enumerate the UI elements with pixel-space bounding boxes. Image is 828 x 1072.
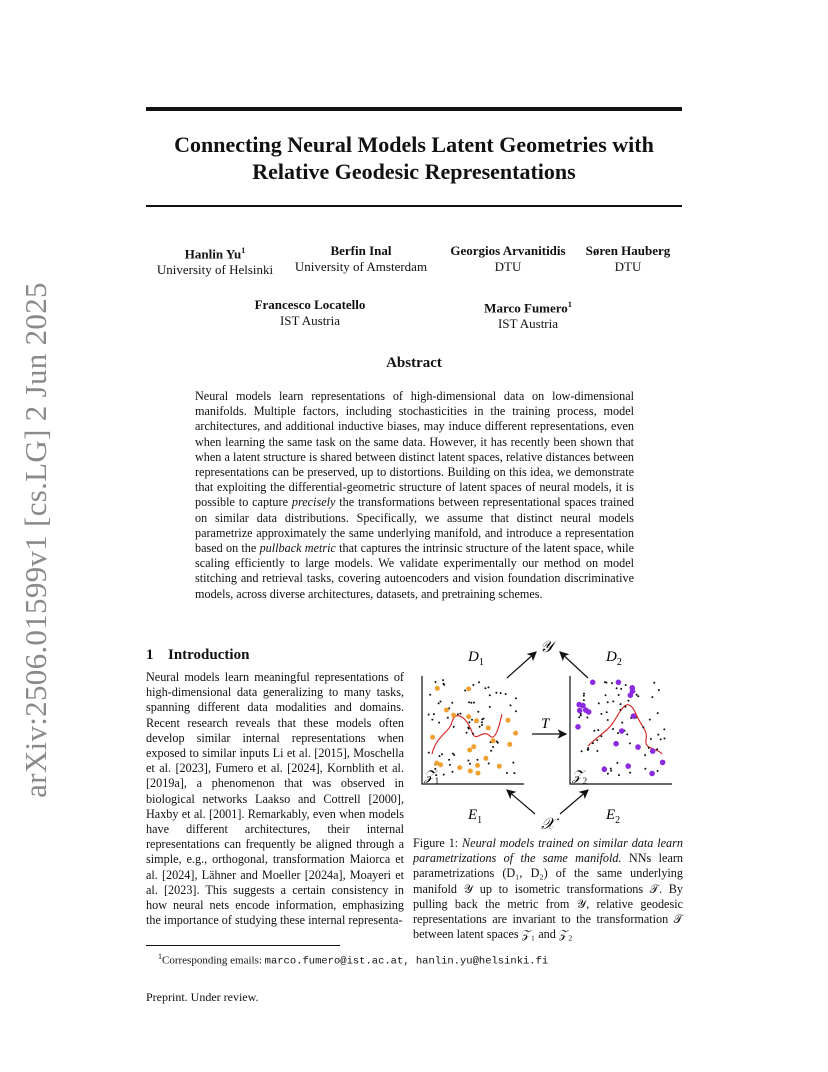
small-point <box>490 750 492 752</box>
colored-point <box>506 718 511 723</box>
small-point <box>600 713 602 715</box>
small-point <box>627 700 629 702</box>
small-point <box>625 684 627 686</box>
colored-point <box>629 685 635 691</box>
small-point <box>593 730 595 732</box>
label-z1: 𝒵$_1$ <box>424 769 440 786</box>
colored-point <box>491 738 496 743</box>
small-point <box>663 728 665 730</box>
colored-point <box>438 762 443 767</box>
small-point <box>443 683 445 685</box>
author-name: Francesco Locatello <box>254 297 366 312</box>
title-bottom-rule <box>146 205 682 207</box>
author-name: Hanlin Yu <box>184 246 242 262</box>
small-point <box>481 724 483 726</box>
small-point <box>650 738 652 740</box>
colored-point <box>483 756 488 761</box>
author-block <box>440 243 576 275</box>
small-point <box>481 721 483 723</box>
small-point <box>597 729 599 731</box>
arrow-d2 <box>560 652 588 678</box>
author-block: Hanlin Yu$^1$ University of Helsinki <box>148 243 282 278</box>
colored-point <box>586 709 592 715</box>
small-point <box>489 694 491 696</box>
small-point <box>587 747 589 749</box>
scatter-z2 <box>575 680 665 777</box>
small-point <box>453 726 455 728</box>
small-point <box>451 702 453 704</box>
small-point <box>581 750 583 752</box>
small-point <box>605 682 607 684</box>
small-point <box>583 695 585 697</box>
figure-1 <box>410 636 686 832</box>
colored-point <box>430 735 435 740</box>
small-point <box>466 732 468 734</box>
small-point <box>478 681 480 683</box>
small-point <box>440 701 442 703</box>
small-point <box>637 695 639 697</box>
small-point <box>467 727 469 729</box>
colored-point <box>474 718 479 723</box>
small-point <box>620 703 622 705</box>
small-point <box>657 734 659 736</box>
small-point <box>586 717 588 719</box>
abstract-heading: Abstract <box>386 355 442 371</box>
colored-point <box>590 680 596 686</box>
small-point <box>610 770 612 772</box>
small-point <box>439 755 441 757</box>
colored-point <box>467 748 472 753</box>
colored-point <box>613 741 619 747</box>
small-point <box>515 710 517 712</box>
small-point <box>596 739 598 741</box>
small-point <box>607 701 609 703</box>
small-point <box>471 719 473 721</box>
small-point <box>649 719 651 721</box>
small-point <box>660 738 662 740</box>
small-point <box>617 732 619 734</box>
small-point <box>459 713 461 715</box>
author-block <box>580 243 676 275</box>
small-point <box>438 722 440 724</box>
author-affiliation: University of Helsinki <box>156 262 274 278</box>
geodesic-curve-z2 <box>588 705 662 754</box>
small-point <box>468 701 470 703</box>
small-point <box>651 696 653 698</box>
small-point <box>447 717 449 719</box>
small-point <box>612 700 614 702</box>
small-point <box>626 733 628 735</box>
small-point <box>611 682 613 684</box>
small-point <box>505 693 507 695</box>
small-point <box>629 742 631 744</box>
small-point <box>636 694 638 696</box>
small-point <box>429 694 431 696</box>
small-point <box>624 706 626 708</box>
author-name: Søren Hauberg <box>585 243 671 258</box>
small-point <box>435 774 437 776</box>
small-point <box>506 772 508 774</box>
colored-point <box>575 724 581 730</box>
small-point <box>620 688 622 690</box>
colored-point <box>602 767 608 773</box>
small-point <box>449 764 451 766</box>
small-point <box>648 747 650 749</box>
small-point <box>644 768 646 770</box>
colored-point <box>475 763 480 768</box>
small-point <box>607 773 609 775</box>
small-point <box>431 719 433 721</box>
small-point <box>479 726 481 728</box>
small-point <box>664 738 666 740</box>
colored-point <box>513 731 518 736</box>
colored-point <box>625 763 631 769</box>
small-point <box>583 693 585 695</box>
colored-point <box>616 680 622 686</box>
small-point <box>621 722 623 724</box>
label-d2: $D_2$ <box>606 649 622 668</box>
label-y: 𝒴 <box>540 639 553 656</box>
small-point <box>428 752 430 754</box>
small-point <box>616 687 618 689</box>
paper-title: Connecting Neural Models Latent Geometries with Relative Geodesic Representations <box>174 132 654 184</box>
label-e2: $E_2$ <box>606 807 621 826</box>
small-point <box>476 759 478 761</box>
colored-point <box>507 742 512 747</box>
small-point <box>483 718 485 720</box>
arrow-e2 <box>560 790 588 814</box>
small-point <box>434 768 436 770</box>
colored-point <box>468 769 473 774</box>
colored-point <box>650 748 656 754</box>
footnote: $^1$Corresponding emails: marco.fumero@ist.ac.at, hanlin.yu@helsinki.fi <box>158 952 549 968</box>
small-point <box>612 728 614 730</box>
author-affiliation: IST Austria <box>279 313 341 328</box>
arrow-e1 <box>507 790 535 814</box>
small-point <box>512 762 514 764</box>
small-point <box>472 684 474 686</box>
label-x: 𝒳 <box>541 816 555 832</box>
figure-caption: Figure 1: Neural models trained on similar data learn parametrizations of the same manifold. NNs learn parametrizations (D₁, D₂) of the same underlying manifold 𝒴 up to isometric transformations 𝒯. By pulling back the metric from 𝒴, relative geodesic representations are invariant to the transformation 𝒯 between latent spaces 𝒵₁ and 𝒵₂ <box>413 836 683 942</box>
small-point <box>435 681 437 683</box>
small-point <box>442 679 444 681</box>
small-point <box>448 759 450 761</box>
small-point <box>513 772 515 774</box>
colored-point <box>628 692 634 698</box>
author-name: Georgios Arvanitidis <box>450 243 566 258</box>
small-point <box>470 702 472 704</box>
axes-z1 <box>422 676 524 784</box>
top-rule <box>146 107 682 111</box>
small-point <box>433 713 435 715</box>
small-point <box>618 694 620 696</box>
label-e1: $E_1$ <box>468 807 483 826</box>
colored-point <box>486 725 491 730</box>
colored-point <box>580 703 586 709</box>
small-point <box>657 712 659 714</box>
colored-point <box>457 765 462 770</box>
small-point <box>469 721 471 723</box>
colored-point <box>451 713 456 718</box>
label-d1: $D_1$ <box>468 649 484 668</box>
preprint-note: Preprint. Under review. <box>146 990 259 1004</box>
small-point <box>484 687 486 689</box>
section-heading: 1 Introduction <box>146 647 250 663</box>
abstract-text: Neural models learn representations of high-dimensional data on low-dimensional manifolds. Multiple factors, including stochasticities in the training process, model architectures, and additional inductive biases, may induce different representations, even when learning the same task on the same data. However, it has recently been shown that when a latent structure is shared between distinct latent spaces, relative distances between representations can be preserved, up to distortions. Building on this idea, we demonstrate that exploiting the differential-geometric structure of latent spaces of neural models, it is possible to capture precisely the transformations between representational spaces trained on similar data distributions. Specifically, we assume that distinct neural models parametrize approximately the same underlying manifold, and introduce a representation based on the pullback metric that captures the intrinsic structure of the latent space, while scaling efficiently to large models. We validate experimentally our method on model stitching and retrieval tasks, covering autoencoders and vision foundation discriminative models, across diverse architectures, datasets, and pretraining schemes. <box>195 389 635 601</box>
author-affiliation: DTU <box>494 259 522 274</box>
scatter-z1 <box>428 679 518 776</box>
small-point <box>457 713 459 715</box>
label-t: T <box>541 716 550 732</box>
small-point <box>642 726 644 728</box>
colored-point <box>649 771 655 777</box>
small-point <box>598 702 600 704</box>
small-point <box>477 711 479 713</box>
colored-point <box>466 714 471 719</box>
small-point <box>592 742 594 744</box>
small-point <box>489 706 491 708</box>
author-block <box>240 297 380 329</box>
small-point <box>438 702 440 704</box>
small-point <box>600 735 602 737</box>
small-point <box>658 689 660 691</box>
small-point <box>441 753 443 755</box>
intro-paragraph: Neural models learn meaningful representations of high-dimensional data generalizing to many tasks, spanning different data modalities and domains. Recent research reveals that these models often develop similar internal representations when exposed to similar inputs Li et al. [2015], Moschella et al. [2023], Fumero et al. [2024], Kornblith et al. [2019a], a phenomenon that was observed in biological networks Laakso and Cottrell [2000], Haxby et al. [2001]. Remarkably, even when models have different architectures, their internal representations can frequently be aligned through a simple, e.g., orthogonal, transformation Maiorca et al. [2024], Lähner and Moeller [2024a], Moayeri et al. [2023]. This suggests a certain consistency in how neural nets encode information, emphasizing the importance of studying these internal representa- <box>146 670 404 928</box>
small-point <box>452 753 454 755</box>
small-point <box>472 733 474 735</box>
colored-point <box>435 686 440 691</box>
colored-point <box>660 760 666 766</box>
small-point <box>644 754 646 756</box>
author-name: Marco Fumero <box>484 300 568 316</box>
small-point <box>467 760 469 762</box>
geodesic-curve-z1 <box>432 714 502 754</box>
small-point <box>500 692 502 694</box>
small-point <box>619 709 621 711</box>
small-point <box>656 748 658 750</box>
small-point <box>443 774 445 776</box>
small-point <box>488 763 490 765</box>
author-block <box>290 243 432 275</box>
small-point <box>496 741 498 743</box>
label-z2: 𝒵$_2$ <box>572 769 588 786</box>
small-point <box>515 697 517 699</box>
small-point <box>616 762 618 764</box>
author-block: Marco Fumero$^1$ IST Austria <box>466 297 590 332</box>
footnote-rule <box>146 945 340 946</box>
small-point <box>495 692 497 694</box>
arrow-d1 <box>507 652 536 678</box>
small-point <box>492 746 494 748</box>
small-point <box>605 694 607 696</box>
small-point <box>618 774 620 776</box>
small-point <box>464 690 466 692</box>
author-affiliation: University of Amsterdam <box>294 259 428 274</box>
colored-point <box>497 764 502 769</box>
small-point <box>596 750 598 752</box>
colored-point <box>471 744 476 749</box>
colored-point <box>631 713 637 719</box>
small-point <box>469 763 471 765</box>
small-point <box>428 714 430 716</box>
small-point <box>510 704 512 706</box>
colored-point <box>444 708 449 713</box>
small-point <box>473 702 475 704</box>
author-affiliation: IST Austria <box>497 316 559 332</box>
small-point <box>578 716 580 718</box>
small-point <box>653 682 655 684</box>
small-point <box>606 711 608 713</box>
colored-point <box>466 686 471 691</box>
author-affiliation: DTU <box>614 259 642 274</box>
small-point <box>488 686 490 688</box>
colored-point <box>577 708 583 714</box>
small-point <box>657 770 659 772</box>
small-point <box>607 719 609 721</box>
colored-point <box>635 744 641 750</box>
small-point <box>610 768 612 770</box>
small-point <box>629 772 631 774</box>
small-point <box>583 699 585 701</box>
author-name: Berfin Inal <box>330 243 392 258</box>
small-point <box>452 771 454 773</box>
colored-point <box>619 728 625 734</box>
colored-point <box>476 771 481 776</box>
